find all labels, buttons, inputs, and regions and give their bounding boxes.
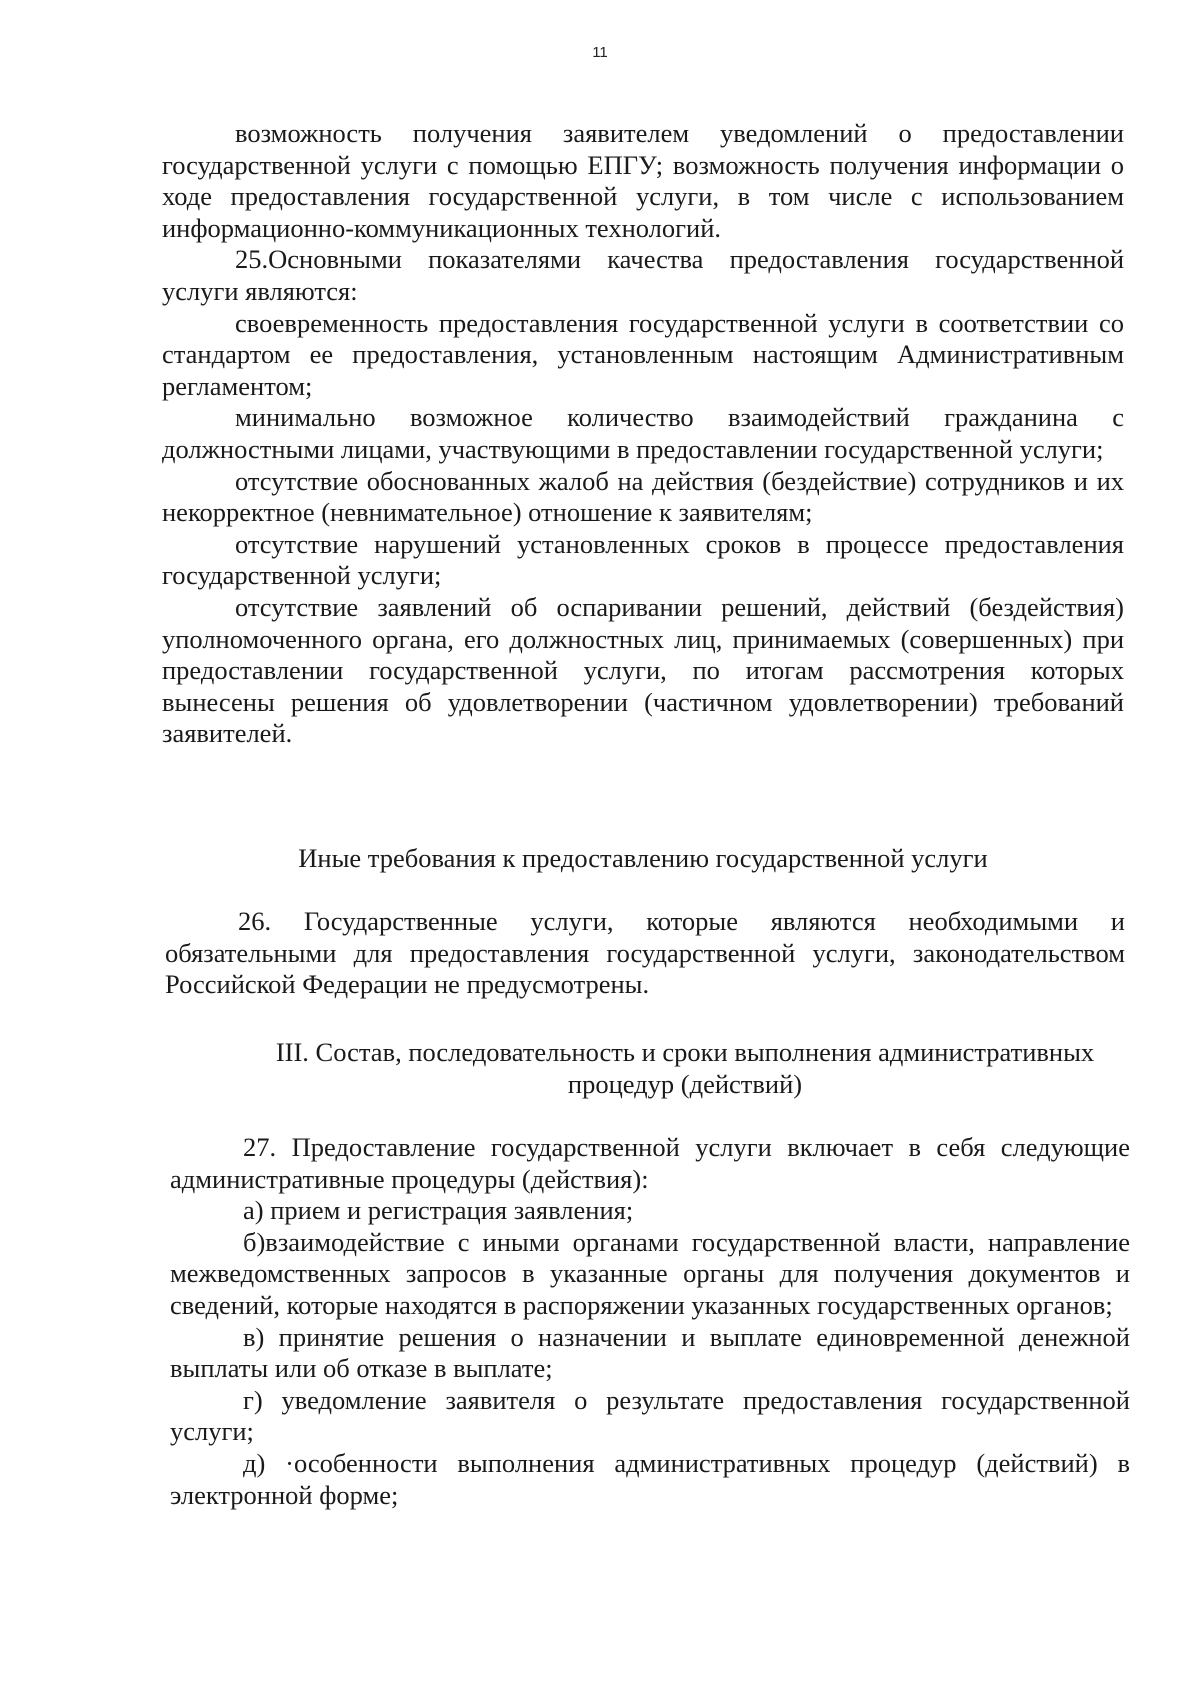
section-25-item: минимально возможное количество взаимодействий гражданина с должностными лицами, участвующими в предоставлении государственной услуги; [162, 402, 1124, 464]
section-27-item: д) ·особенности выполнения административных процедур (действий) в электронной форме; [170, 1447, 1130, 1510]
section-26 [165, 906, 1125, 1001]
section-25-lead: 25.Основными показателями качества предоставления государственной услуги являются: [162, 244, 1124, 306]
section-27-lead: 27. Предоставление государственной услуги включает в себя следующие административные процедуры (действия): [170, 1132, 1130, 1194]
section-25-item: отсутствие нарушений установленных сроков в процессе предоставления государственной услуги; [162, 528, 1124, 591]
section-27 [170, 1132, 1130, 1511]
section-25-item: отсутствие обоснованных жалоб на действия (бездействие) сотрудников и их некорректное (невнимательное) отношение к заявителям; [162, 465, 1124, 528]
body-text-top [162, 118, 1124, 750]
heading-section-3 [245, 1036, 1125, 1100]
page-number: 11 [592, 44, 608, 61]
section-27-item: г) уведомление заявителя о результате предоставления государственной услуги; [170, 1384, 1130, 1447]
section-26-text: 26. Государственные услуги, которые являются необходимыми и обязательными для предоставления государственной услуги, законодательством Российской Федерации не предусмотрены. [165, 906, 1125, 1000]
section-27-item: а) прием и регистрация заявления; [243, 1195, 634, 1226]
section-25-item: своевременность предоставления государственной услуги в соответствии со стандартом ее предоставления, установленным настоящим Административным регламентом; [162, 307, 1124, 401]
heading-section-3-line1: III. Состав, последовательность и сроки выполнения административных [275, 1037, 1095, 1067]
section-27-item: в) принятие решения о назначении и выплате единовременной денежной выплаты или об отказе в выплате; [170, 1321, 1130, 1384]
heading-other-requirements: Иные требования к предоставлению государственной услуги [298, 843, 988, 873]
heading-section-3-line2: процедур (действий) [567, 1069, 803, 1099]
section-27-item: б)взаимодействие с иными органами государственной власти, направление межведомственных запросов в указанные органы для получения документов и сведений, которые находятся в распоряжении указанных государственных органов; [170, 1226, 1130, 1320]
section-25-item: отсутствие заявлений об оспаривании решений, действий (бездействия) уполномоченного органа, его должностных лиц, принимаемых (совершенных) при предоставлении государственной услуги, по итогам рассмотрения которых вынесены решения об удовлетворении (частичном удовлетворении) требований заявителей. [162, 591, 1124, 749]
intro-paragraph: возможность получения заявителем уведомлений о предоставлении государственной услуги с помощью ЕПГУ; возможность получения информации о ходе предоставления государственной услуги, в том числе с использованием информационно-коммуникационных технологий. [162, 118, 1124, 243]
